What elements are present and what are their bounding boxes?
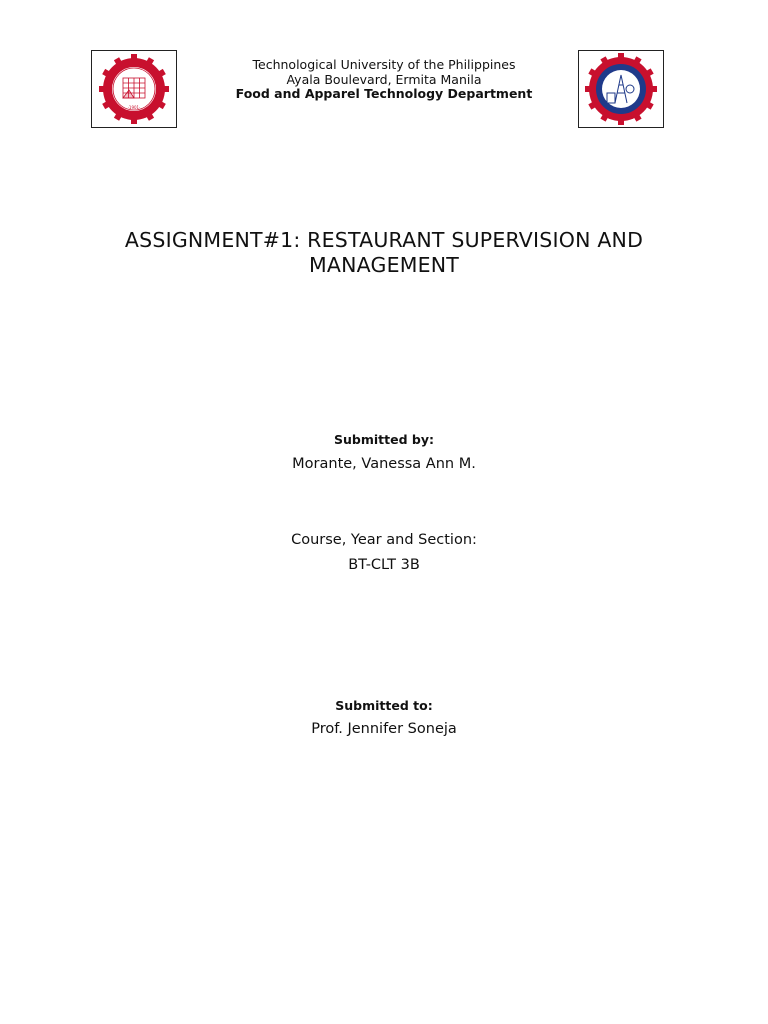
- seal-year: ·1901·: [127, 105, 141, 110]
- submitted-to-label: Submitted to:: [335, 698, 433, 713]
- university-address: Ayala Boulevard, Ermita Manila: [286, 71, 482, 87]
- industrial-technology-seal-icon: [585, 53, 657, 125]
- document-title: [60, 228, 708, 278]
- submitted-by-name: Morante, Vanessa Ann M.: [292, 456, 476, 472]
- university-logo-right: [578, 50, 664, 128]
- title-line-1: ASSIGNMENT#1: RESTAURANT SUPERVISION AND: [124, 228, 644, 252]
- submitted-to-name: Prof. Jennifer Soneja: [311, 721, 457, 737]
- title-line-2: MANAGEMENT: [308, 253, 460, 277]
- department-name: Food and Apparel Technology Department: [235, 86, 533, 101]
- submitted-by-label: Submitted by:: [334, 432, 434, 447]
- university-name: Technological University of the Philippines: [252, 57, 516, 72]
- course-label: Course, Year and Section:: [291, 532, 477, 548]
- university-logo-left: [91, 50, 177, 128]
- course-value: BT-CLT 3B: [348, 557, 420, 573]
- tup-seal-icon: [99, 54, 169, 124]
- document-header: [184, 58, 584, 102]
